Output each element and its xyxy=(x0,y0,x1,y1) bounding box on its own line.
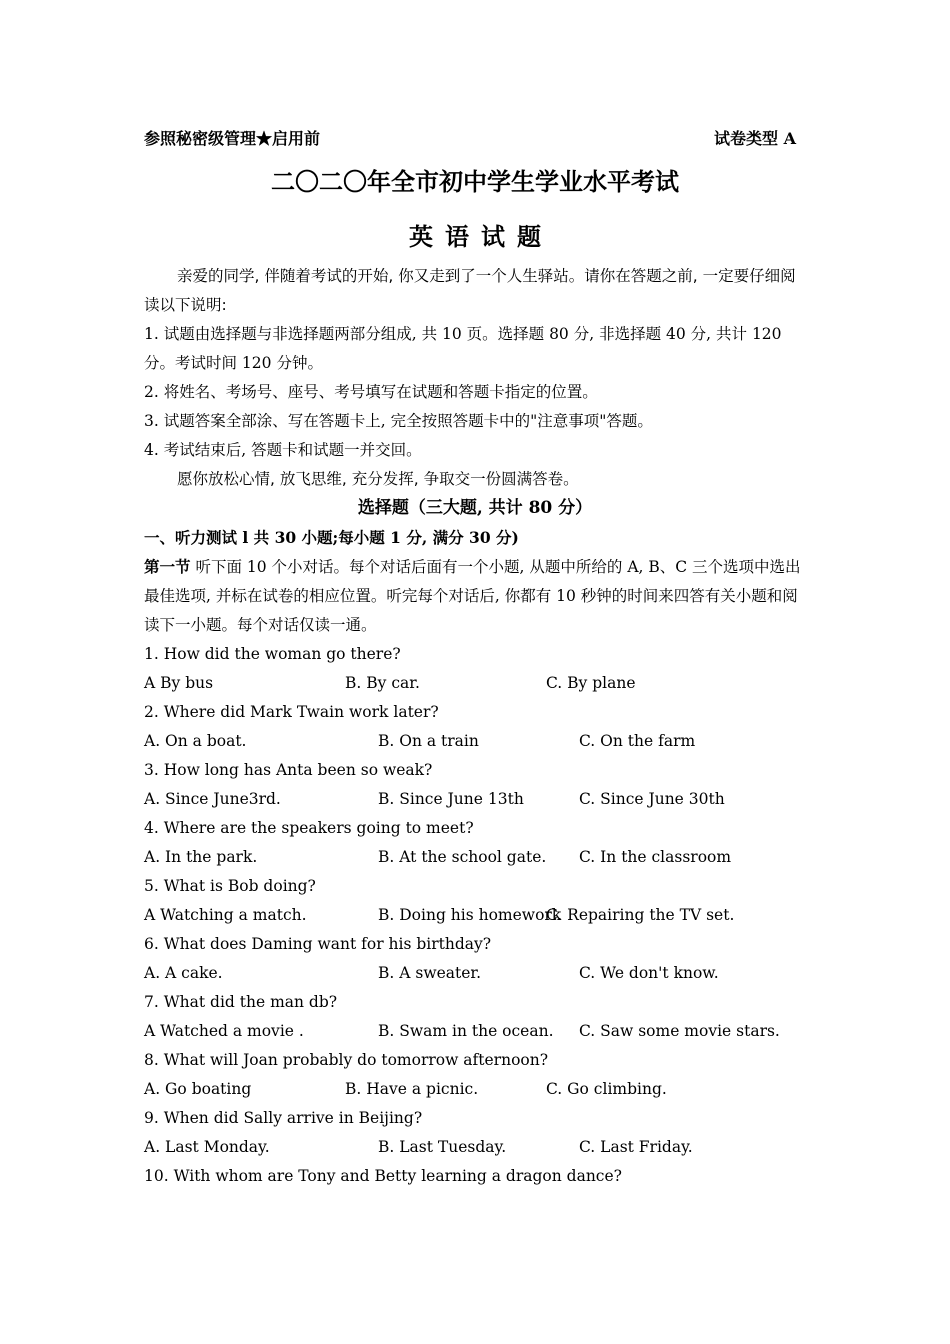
wish-line: 愿你放松心情, 放飞思维, 充分发挥, 争取交一份圆满答卷。 xyxy=(177,470,579,488)
question-1: 1. How did the woman go there? xyxy=(144,645,401,663)
question-list xyxy=(144,640,806,1162)
option-b: B. Last Tuesday. xyxy=(378,1138,507,1156)
exam-subtitle: 英语试题 xyxy=(409,222,553,251)
option-b: B. Have a picnic. xyxy=(345,1080,479,1098)
option-c: C. Saw some movie stars. xyxy=(579,1022,780,1040)
option-a: A Watching a match. xyxy=(144,906,307,924)
option-c: C. Repairing the TV set. xyxy=(546,906,735,924)
options-row xyxy=(144,1075,806,1104)
options-row xyxy=(144,843,806,872)
question-10: 10. With whom are Tony and Betty learning a dragon dance? xyxy=(144,1167,622,1185)
option-a: A. A cake. xyxy=(144,964,223,982)
option-c: C. We don't know. xyxy=(579,964,719,982)
option-c: C. Since June 30th xyxy=(579,790,725,808)
instruction-3: 3. 试题答案全部涂、写在答题卡上, 完全按照答题卡中的"注意事项"答题。 xyxy=(144,412,653,430)
question-4: 4. Where are the speakers going to meet? xyxy=(144,819,474,837)
option-a: A By bus xyxy=(144,674,214,692)
option-c: C. In the classroom xyxy=(579,848,732,866)
option-c: C. Go climbing. xyxy=(546,1080,667,1098)
question-9: 9. When did Sally arrive in Beijing? xyxy=(144,1109,423,1127)
options-row xyxy=(144,727,806,756)
options-row xyxy=(144,669,806,698)
confidentiality-label: 参照秘密级管理★启用前 xyxy=(144,129,321,148)
page-header xyxy=(144,126,806,148)
paper-type-label: 试卷类型 A xyxy=(714,129,796,148)
options-row xyxy=(144,785,806,814)
option-c: C. By plane xyxy=(546,674,636,692)
option-b: B. Swam in the ocean. xyxy=(378,1022,554,1040)
exam-body xyxy=(144,262,806,1191)
options-row xyxy=(144,959,806,988)
options-row xyxy=(144,901,806,930)
option-a: A Watched a movie . xyxy=(144,1022,304,1040)
option-c: C. Last Friday. xyxy=(579,1138,693,1156)
options-row xyxy=(144,1133,806,1162)
instruction-2: 2. 将姓名、考场号、座号、考号填写在试题和答题卡指定的位置。 xyxy=(144,383,598,401)
option-b: B. By car. xyxy=(345,674,420,692)
question-3: 3. How long has Anta been so weak? xyxy=(144,761,433,779)
exam-title: 二〇二〇年全市初中学生学业水平考试 xyxy=(271,168,679,196)
subsection-text: 听下面 10 个小对话。每个对话后面有一个小题, 从题中所给的 A, B、C 三个选项中选出最佳选项, 并标在试卷的相应位置。听完每个对话后, 你都有 10 秒钟的时间来四答有关小题和阅读下一小题。每个对话仅读一通。 xyxy=(144,558,801,634)
option-a: A. On a boat. xyxy=(144,732,247,750)
instruction-4: 4. 考试结束后, 答题卡和试题一并交回。 xyxy=(144,441,422,459)
instruction-1: 1. 试题由选择题与非选择题两部分组成, 共 10 页。选择题 80 分, 非选择题 40 分, 共计 120 分。考试时间 120 分钟。 xyxy=(144,325,782,372)
option-a: A. In the park. xyxy=(144,848,258,866)
section-title: 选择题（三大题, 共计 80 分） xyxy=(357,498,593,518)
option-a: A. Since June3rd. xyxy=(144,790,281,808)
question-7: 7. What did the man db? xyxy=(144,993,338,1011)
question-6: 6. What does Daming want for his birthday? xyxy=(144,935,492,953)
option-c: C. On the farm xyxy=(579,732,696,750)
option-b: B. Since June 13th xyxy=(378,790,524,808)
option-a: A. Last Monday. xyxy=(144,1138,270,1156)
option-a: A. Go boating xyxy=(144,1080,252,1098)
option-b: B. At the school gate. xyxy=(378,848,547,866)
subsection-instructions xyxy=(144,552,806,640)
question-5: 5. What is Bob doing? xyxy=(144,877,316,895)
option-b: B. Doing his homework xyxy=(378,906,562,924)
part-title: 一、听力测试 l 共 30 小题;每小题 1 分, 满分 30 分) xyxy=(144,528,519,547)
options-row xyxy=(144,1017,806,1046)
greeting-paragraph: 亲爱的同学, 伴随着考试的开始, 你又走到了一个人生驿站。请你在答题之前, 一定要仔细阅读以下说明: xyxy=(144,267,796,314)
subsection-label: 第一节 xyxy=(144,557,191,576)
option-b: B. On a train xyxy=(378,732,479,750)
question-2: 2. Where did Mark Twain work later? xyxy=(144,703,439,721)
option-b: B. A sweater. xyxy=(378,964,482,982)
question-8: 8. What will Joan probably do tomorrow afternoon? xyxy=(144,1051,549,1069)
